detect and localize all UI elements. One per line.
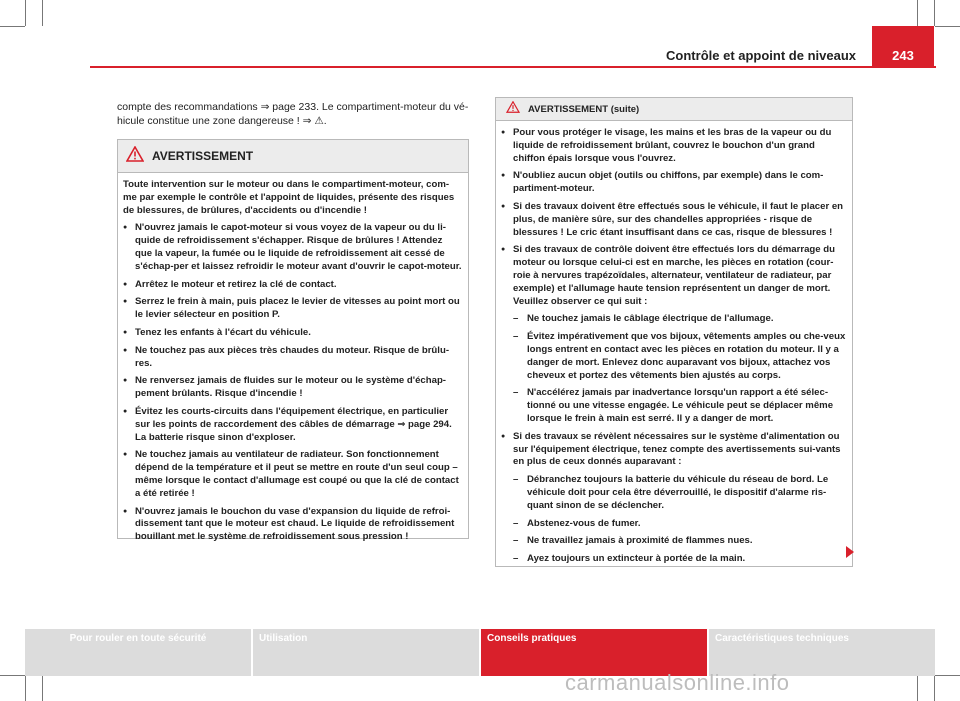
- warning-bullet: ● Ne renversez jamais de fluides sur le moteur ou le système d'échap-pement brûlants. Risque d'incendie !: [123, 375, 462, 401]
- warning-box-title: AVERTISSEMENT: [152, 149, 254, 163]
- warning-bullet: ● Si des travaux se révèlent nécessaires sur le système d'alimentation ou sur l'équipement électrique, tenez compte des avertissements sui-vants en plus de ceux donnés auparavant :: [501, 431, 846, 469]
- warning-box-header: [496, 98, 852, 121]
- warning-bullet: ● N'ouvrez jamais le bouchon du vase d'expansion du liquide de refroi-dissement tant que le moteur est chaud. Le liquide de refroidissement bouillant met le système de refroidissement sous pression !: [123, 506, 462, 544]
- warning-subitem: – Évitez impérativement que vos bijoux, vêtements amples ou che-veux longs entrent en contact avec les pièces en rotation du moteur. Il y a danger de mort. Enlevez donc auparavant vos bijoux, attachez vos cheveux et portez des vêtements bien ajustés au corps.: [501, 331, 846, 382]
- warning-subitem: – Débranchez toujours la batterie du véhicule du réseau de bord. Le véhicule doit pour cela être déverrouillé, le dispositif d'alarme ris-quant sinon de se déclencher.: [501, 474, 846, 512]
- warning-triangle-icon: [126, 146, 144, 167]
- page-number: 243: [872, 26, 934, 68]
- crop-mark: [42, 676, 43, 701]
- crop-mark: [25, 676, 26, 701]
- crop-mark: [0, 26, 25, 27]
- warning-bullet: ● Pour vous protéger le visage, les mains et les bras de la vapeur ou du liquide de refroidissement brûlant, couvrez le bouchon d'un grand chiffon épais lorsque vous l'ouvrez.: [501, 127, 846, 165]
- warning-bullet: ● Si des travaux de contrôle doivent être effectués lors du démarrage du moteur ou lorsque celui-ci est en marche, les pièces en rotation (cour-roie à nervures trapézoïdales, alternateur, ventilateur de radiateur, par exemple) et l'allumage haute tension représentent un danger de mort. Veuillez observer ce qui suit :: [501, 244, 846, 308]
- crop-mark: [935, 26, 960, 27]
- header-rule: [90, 66, 936, 68]
- watermark: carmanualsonline.info: [565, 670, 790, 695]
- footer-tab-caracteristiques[interactable]: Caractéristiques techniques: [709, 629, 935, 676]
- warning-box-body: [118, 173, 468, 555]
- warning-box-continued: [495, 97, 853, 567]
- warning-bullet: ● N'oubliez aucun objet (outils ou chiffons, par exemple) dans le com-partiment-moteur.: [501, 170, 846, 196]
- warning-box: [117, 139, 469, 543]
- footer-tab-securite[interactable]: Pour rouler en toute sécurité: [25, 629, 251, 676]
- warning-subitem: – Ne touchez jamais le câblage électrique de l'allumage.: [501, 313, 846, 326]
- warning-bullet: ● Arrêtez le moteur et retirez la clé de contact.: [123, 279, 462, 292]
- warning-bullet: ● N'ouvrez jamais le capot-moteur si vous voyez de la vapeur ou du li-quide de refroidissement s'échapper. Risque de brûlures ! Attendez que la vapeur, la fumée ou le liquide de refroidissement ait cessé de s'échap-per et laissez refroidir le moteur avant d'ouvrir le capot-moteur.: [123, 222, 462, 273]
- crop-mark: [0, 675, 25, 676]
- warning-subitem: – Ayez toujours un extincteur à portée de la main.: [501, 553, 846, 566]
- crop-mark: [935, 675, 960, 676]
- crop-mark: [934, 0, 935, 26]
- warning-box-body: [496, 121, 852, 577]
- warning-bullet: ● Tenez les enfants à l'écart du véhicule.: [123, 327, 462, 340]
- warning-bullet: ● Ne touchez jamais au ventilateur de radiateur. Son fonctionnement dépend de la température et il peut se mettre en route d'un seul coup – même lorsque le contact d'allumage est coupé ou que la clé de contact a été retirée !: [123, 449, 462, 500]
- warning-subitem: – N'accélérez jamais par inadvertance lorsqu'un rapport a été sélec-tionné ou une vitesse engagée. Le véhicule peut se déplacer même lorsque le frein à main est serré. Il y a danger de mort.: [501, 387, 846, 425]
- warning-subitem: – Ne travaillez jamais à proximité de flammes nues.: [501, 535, 846, 548]
- warning-bullet: ● Si des travaux doivent être effectués sous le véhicule, il faut le placer en plus, de manière sûre, sur des chandelles appropriées - risque de blessures ! Le cric étant insuffisant dans ce cas, risque de blessures !: [501, 201, 846, 239]
- continue-arrow-icon: [846, 546, 854, 558]
- crop-mark: [25, 0, 26, 26]
- warning-bullet: ● Évitez les courts-circuits dans l'équipement électrique, en particulier sur les points de raccordement des câbles de démarrage ⇒ page 294. La batterie risque sinon d'exploser.: [123, 406, 462, 444]
- footer-nav: [25, 629, 935, 676]
- crop-mark: [42, 0, 43, 26]
- crop-mark: [917, 676, 918, 701]
- warning-bullet: ● Ne touchez pas aux pièces très chaudes du moteur. Risque de brûlu-res.: [123, 345, 462, 371]
- warning-box-header: [118, 140, 468, 173]
- warning-subitem: – Abstenez-vous de fumer.: [501, 518, 846, 531]
- footer-tab-conseils[interactable]: Conseils pratiques: [481, 629, 707, 676]
- intro-paragraph: compte des recommandations ⇒ page 233. Le compartiment-moteur du vé-hicule constitue une zone dangereuse ! ⇒ ⚠.: [117, 101, 469, 127]
- crop-mark: [934, 676, 935, 701]
- warning-paragraph: Toute intervention sur le moteur ou dans le compartiment-moteur, com-me par exemple le contrôle et l'appoint de liquides, présente des risques de blessures, de brûlures, d'accidents ou d'incendie !: [123, 179, 455, 216]
- crop-mark: [917, 0, 918, 26]
- footer-tab-utilisation[interactable]: Utilisation: [253, 629, 479, 676]
- warning-triangle-icon: [506, 100, 520, 118]
- warning-bullet: ● Serrez le frein à main, puis placez le levier de vitesses au point mort ou le levier sélecteur en position P.: [123, 296, 462, 322]
- page-header-title: Contrôle et appoint de niveaux: [666, 48, 856, 63]
- warning-box-title: AVERTISSEMENT (suite): [528, 103, 640, 115]
